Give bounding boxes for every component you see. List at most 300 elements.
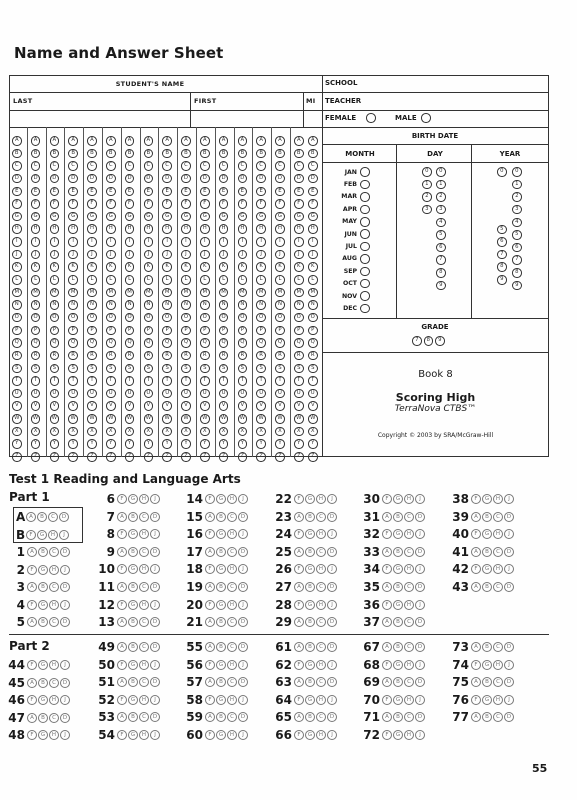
answer-bubble[interactable]: G xyxy=(216,695,226,705)
letter-bubble[interactable]: V xyxy=(308,401,318,411)
letter-bubble[interactable]: Y xyxy=(125,439,135,449)
letter-bubble[interactable]: Q xyxy=(162,338,172,348)
answer-bubble[interactable]: J xyxy=(150,730,160,740)
digit-bubble[interactable]: 6 xyxy=(436,243,446,253)
answer-bubble[interactable]: F xyxy=(471,494,481,504)
answer-bubble[interactable]: G xyxy=(38,600,48,610)
letter-bubble[interactable]: P xyxy=(308,326,318,336)
answer-bubble[interactable]: B xyxy=(216,582,226,592)
letter-bubble[interactable]: E xyxy=(50,187,60,197)
letter-bubble[interactable]: J xyxy=(31,250,41,260)
answer-bubble[interactable]: D xyxy=(504,582,514,592)
answer-bubble[interactable]: H xyxy=(139,529,149,539)
letter-bubble[interactable]: L xyxy=(238,275,248,285)
letter-bubble[interactable]: E xyxy=(87,187,97,197)
letter-bubble[interactable]: Y xyxy=(181,439,191,449)
letter-bubble[interactable]: Q xyxy=(200,338,210,348)
answer-bubble[interactable]: D xyxy=(415,677,425,687)
letter-bubble[interactable]: N xyxy=(294,300,304,310)
answer-bubble[interactable]: D xyxy=(60,582,70,592)
letter-bubble[interactable]: V xyxy=(50,401,60,411)
letter-bubble[interactable]: T xyxy=(50,376,60,386)
answer-bubble[interactable]: J xyxy=(150,529,160,539)
answer-bubble[interactable]: B xyxy=(38,617,48,627)
answer-bubble[interactable]: A xyxy=(294,547,304,557)
letter-bubble[interactable]: N xyxy=(87,300,97,310)
answer-bubble[interactable]: B xyxy=(393,582,403,592)
letter-bubble[interactable]: Q xyxy=(181,338,191,348)
letter-bubble[interactable]: L xyxy=(106,275,116,285)
answer-bubble[interactable]: C xyxy=(404,677,414,687)
letter-bubble[interactable]: Q xyxy=(256,338,266,348)
letter-bubble[interactable]: K xyxy=(256,262,266,272)
digit-bubble[interactable]: 1 xyxy=(436,180,446,190)
answer-bubble[interactable]: A xyxy=(471,642,481,652)
letter-bubble[interactable]: X xyxy=(200,427,210,437)
letter-bubble[interactable]: Z xyxy=(181,452,191,462)
letter-bubble[interactable]: F xyxy=(181,199,191,209)
letter-bubble[interactable]: J xyxy=(275,250,285,260)
answer-bubble[interactable]: D xyxy=(327,677,337,687)
letter-bubble[interactable]: B xyxy=(294,149,304,159)
letter-bubble[interactable]: T xyxy=(144,376,154,386)
letter-bubble[interactable]: I xyxy=(12,237,22,247)
letter-bubble[interactable]: K xyxy=(308,262,318,272)
answer-bubble[interactable]: C xyxy=(49,617,59,627)
answer-bubble[interactable]: J xyxy=(238,660,248,670)
letter-bubble[interactable]: C xyxy=(256,161,266,171)
answer-bubble[interactable]: G xyxy=(305,600,315,610)
letter-bubble[interactable]: R xyxy=(144,351,154,361)
answer-bubble[interactable]: D xyxy=(238,712,248,722)
letter-bubble[interactable]: T xyxy=(87,376,97,386)
digit-bubble[interactable]: 8 xyxy=(512,268,522,278)
letter-bubble[interactable]: S xyxy=(200,364,210,374)
letter-bubble[interactable]: O xyxy=(294,313,304,323)
letter-bubble[interactable]: S xyxy=(162,364,172,374)
answer-bubble[interactable]: G xyxy=(482,529,492,539)
letter-bubble[interactable]: C xyxy=(181,161,191,171)
answer-bubble[interactable]: H xyxy=(227,529,237,539)
letter-bubble[interactable]: G xyxy=(68,212,78,222)
answer-bubble[interactable]: F xyxy=(205,494,215,504)
letter-bubble[interactable]: J xyxy=(144,250,154,260)
answer-bubble[interactable]: F xyxy=(27,660,37,670)
month-bubble[interactable] xyxy=(360,304,370,314)
letter-bubble[interactable]: D xyxy=(87,174,97,184)
letter-bubble[interactable]: O xyxy=(308,313,318,323)
letter-bubble[interactable]: V xyxy=(87,401,97,411)
letter-bubble[interactable]: S xyxy=(12,364,22,374)
letter-bubble[interactable]: F xyxy=(31,199,41,209)
letter-bubble[interactable]: D xyxy=(275,174,285,184)
answer-bubble[interactable]: H xyxy=(493,529,503,539)
letter-bubble[interactable]: A xyxy=(106,136,116,146)
letter-bubble[interactable]: Z xyxy=(200,452,210,462)
answer-bubble[interactable]: J xyxy=(504,494,514,504)
month-bubble[interactable] xyxy=(360,217,370,227)
answer-bubble[interactable]: A xyxy=(117,712,127,722)
letter-bubble[interactable]: X xyxy=(308,427,318,437)
letter-bubble[interactable]: W xyxy=(181,414,191,424)
letter-bubble[interactable]: I xyxy=(181,237,191,247)
answer-bubble[interactable]: J xyxy=(60,565,70,575)
letter-bubble[interactable]: J xyxy=(308,250,318,260)
answer-bubble[interactable]: G xyxy=(393,529,403,539)
answer-bubble[interactable]: F xyxy=(205,695,215,705)
answer-bubble[interactable]: D xyxy=(59,512,69,522)
letter-bubble[interactable]: U xyxy=(275,389,285,399)
letter-bubble[interactable]: E xyxy=(106,187,116,197)
answer-bubble[interactable]: A xyxy=(382,582,392,592)
letter-bubble[interactable]: W xyxy=(256,414,266,424)
letter-bubble[interactable]: E xyxy=(256,187,266,197)
letter-bubble[interactable]: D xyxy=(68,174,78,184)
letter-bubble[interactable]: Y xyxy=(144,439,154,449)
letter-bubble[interactable]: R xyxy=(219,351,229,361)
answer-bubble[interactable]: H xyxy=(493,564,503,574)
answer-bubble[interactable]: F xyxy=(471,660,481,670)
answer-bubble[interactable]: J xyxy=(60,695,70,705)
letter-bubble[interactable]: M xyxy=(106,288,116,298)
answer-bubble[interactable]: D xyxy=(327,547,337,557)
letter-bubble[interactable]: B xyxy=(238,149,248,159)
answer-bubble[interactable]: B xyxy=(216,642,226,652)
answer-bubble[interactable]: G xyxy=(305,695,315,705)
letter-bubble[interactable]: U xyxy=(294,389,304,399)
letter-bubble[interactable]: M xyxy=(238,288,248,298)
letter-bubble[interactable]: X xyxy=(12,427,22,437)
letter-bubble[interactable]: W xyxy=(106,414,116,424)
letter-bubble[interactable]: Q xyxy=(294,338,304,348)
answer-bubble[interactable]: C xyxy=(493,677,503,687)
letter-bubble[interactable]: L xyxy=(31,275,41,285)
answer-bubble[interactable]: A xyxy=(471,582,481,592)
letter-bubble[interactable]: C xyxy=(12,161,22,171)
letter-bubble[interactable]: J xyxy=(125,250,135,260)
letter-bubble[interactable]: A xyxy=(219,136,229,146)
letter-bubble[interactable]: E xyxy=(238,187,248,197)
letter-bubble[interactable]: S xyxy=(106,364,116,374)
answer-bubble[interactable]: C xyxy=(493,547,503,557)
letter-bubble[interactable]: G xyxy=(256,212,266,222)
answer-bubble[interactable]: G xyxy=(128,660,138,670)
letter-bubble[interactable]: V xyxy=(238,401,248,411)
letter-bubble[interactable]: Y xyxy=(219,439,229,449)
letter-bubble[interactable]: K xyxy=(181,262,191,272)
letter-bubble[interactable]: E xyxy=(12,187,22,197)
answer-bubble[interactable]: C xyxy=(404,617,414,627)
grade-bubble[interactable]: 8 xyxy=(424,336,434,346)
answer-bubble[interactable]: B xyxy=(128,512,138,522)
letter-bubble[interactable]: H xyxy=(200,224,210,234)
letter-bubble[interactable]: P xyxy=(31,326,41,336)
answer-bubble[interactable]: G xyxy=(393,660,403,670)
letter-bubble[interactable]: T xyxy=(200,376,210,386)
letter-bubble[interactable]: Z xyxy=(144,452,154,462)
answer-bubble[interactable]: F xyxy=(27,730,37,740)
month-bubble[interactable] xyxy=(360,254,370,264)
answer-bubble[interactable]: A xyxy=(294,582,304,592)
answer-bubble[interactable]: B xyxy=(38,547,48,557)
answer-bubble[interactable]: D xyxy=(504,547,514,557)
answer-bubble[interactable]: H xyxy=(404,529,414,539)
answer-bubble[interactable]: A xyxy=(294,512,304,522)
answer-bubble[interactable]: B xyxy=(393,617,403,627)
letter-bubble[interactable]: N xyxy=(162,300,172,310)
answer-bubble[interactable]: C xyxy=(493,582,503,592)
answer-bubble[interactable]: D xyxy=(415,512,425,522)
letter-bubble[interactable]: G xyxy=(50,212,60,222)
letter-bubble[interactable]: N xyxy=(68,300,78,310)
answer-bubble[interactable]: J xyxy=(238,494,248,504)
letter-bubble[interactable]: V xyxy=(68,401,78,411)
letter-bubble[interactable]: I xyxy=(87,237,97,247)
answer-bubble[interactable]: C xyxy=(49,547,59,557)
letter-bubble[interactable]: X xyxy=(256,427,266,437)
letter-bubble[interactable]: X xyxy=(144,427,154,437)
answer-bubble[interactable]: D xyxy=(238,642,248,652)
letter-bubble[interactable]: L xyxy=(125,275,135,285)
letter-bubble[interactable]: D xyxy=(162,174,172,184)
letter-bubble[interactable]: Q xyxy=(50,338,60,348)
answer-bubble[interactable]: F xyxy=(294,600,304,610)
letter-bubble[interactable]: Q xyxy=(144,338,154,348)
answer-bubble[interactable]: G xyxy=(37,530,47,540)
answer-bubble[interactable]: A xyxy=(471,712,481,722)
answer-bubble[interactable]: B xyxy=(305,512,315,522)
answer-bubble[interactable]: J xyxy=(150,695,160,705)
letter-bubble[interactable]: C xyxy=(144,161,154,171)
letter-bubble[interactable]: Y xyxy=(106,439,116,449)
letter-bubble[interactable]: N xyxy=(219,300,229,310)
letter-bubble[interactable]: O xyxy=(181,313,191,323)
answer-bubble[interactable]: J xyxy=(238,564,248,574)
letter-bubble[interactable]: V xyxy=(125,401,135,411)
answer-bubble[interactable]: H xyxy=(49,565,59,575)
answer-bubble[interactable]: C xyxy=(316,712,326,722)
letter-bubble[interactable]: B xyxy=(200,149,210,159)
answer-bubble[interactable]: F xyxy=(294,529,304,539)
letter-bubble[interactable]: M xyxy=(87,288,97,298)
answer-bubble[interactable]: B xyxy=(305,582,315,592)
letter-bubble[interactable]: I xyxy=(50,237,60,247)
letter-bubble[interactable]: B xyxy=(31,149,41,159)
letter-bubble[interactable]: U xyxy=(87,389,97,399)
letter-bubble[interactable]: U xyxy=(125,389,135,399)
answer-bubble[interactable]: G xyxy=(216,494,226,504)
answer-bubble[interactable]: G xyxy=(38,565,48,575)
answer-bubble[interactable]: C xyxy=(316,512,326,522)
letter-bubble[interactable]: M xyxy=(294,288,304,298)
letter-bubble[interactable]: F xyxy=(275,199,285,209)
answer-bubble[interactable]: J xyxy=(238,730,248,740)
letter-bubble[interactable]: H xyxy=(181,224,191,234)
letter-bubble[interactable]: G xyxy=(294,212,304,222)
answer-bubble[interactable]: F xyxy=(294,564,304,574)
answer-bubble[interactable]: J xyxy=(327,730,337,740)
letter-bubble[interactable]: R xyxy=(68,351,78,361)
letter-bubble[interactable]: K xyxy=(275,262,285,272)
letter-bubble[interactable]: B xyxy=(68,149,78,159)
answer-bubble[interactable]: G xyxy=(393,564,403,574)
letter-bubble[interactable]: C xyxy=(50,161,60,171)
digit-bubble[interactable]: 8 xyxy=(436,268,446,278)
letter-bubble[interactable]: D xyxy=(294,174,304,184)
female-bubble[interactable] xyxy=(366,113,376,123)
letter-bubble[interactable]: G xyxy=(125,212,135,222)
letter-bubble[interactable]: U xyxy=(31,389,41,399)
letter-bubble[interactable]: K xyxy=(87,262,97,272)
letter-bubble[interactable]: X xyxy=(106,427,116,437)
answer-bubble[interactable]: J xyxy=(327,494,337,504)
letter-bubble[interactable]: L xyxy=(275,275,285,285)
letter-bubble[interactable]: Y xyxy=(200,439,210,449)
letter-bubble[interactable]: J xyxy=(12,250,22,260)
answer-bubble[interactable]: D xyxy=(415,712,425,722)
answer-bubble[interactable]: D xyxy=(238,512,248,522)
answer-bubble[interactable]: A xyxy=(205,677,215,687)
answer-bubble[interactable]: A xyxy=(294,677,304,687)
answer-bubble[interactable]: F xyxy=(382,730,392,740)
letter-bubble[interactable]: O xyxy=(87,313,97,323)
letter-bubble[interactable]: O xyxy=(12,313,22,323)
answer-bubble[interactable]: F xyxy=(117,564,127,574)
letter-bubble[interactable]: I xyxy=(68,237,78,247)
letter-bubble[interactable]: V xyxy=(144,401,154,411)
month-bubble[interactable] xyxy=(360,229,370,239)
letter-bubble[interactable]: H xyxy=(87,224,97,234)
letter-bubble[interactable]: L xyxy=(87,275,97,285)
letter-bubble[interactable]: X xyxy=(68,427,78,437)
letter-bubble[interactable]: P xyxy=(144,326,154,336)
letter-bubble[interactable]: Y xyxy=(87,439,97,449)
answer-bubble[interactable]: F xyxy=(382,564,392,574)
letter-bubble[interactable]: O xyxy=(125,313,135,323)
answer-bubble[interactable]: A xyxy=(382,617,392,627)
letter-bubble[interactable]: F xyxy=(68,199,78,209)
letter-bubble[interactable]: V xyxy=(181,401,191,411)
letter-bubble[interactable]: T xyxy=(162,376,172,386)
answer-bubble[interactable]: C xyxy=(404,582,414,592)
answer-bubble[interactable]: C xyxy=(139,512,149,522)
letter-bubble[interactable]: G xyxy=(12,212,22,222)
letter-bubble[interactable]: R xyxy=(50,351,60,361)
answer-bubble[interactable]: D xyxy=(327,512,337,522)
letter-bubble[interactable]: S xyxy=(125,364,135,374)
answer-bubble[interactable]: A xyxy=(382,712,392,722)
answer-bubble[interactable]: H xyxy=(227,695,237,705)
letter-bubble[interactable]: P xyxy=(256,326,266,336)
answer-bubble[interactable]: D xyxy=(150,547,160,557)
letter-bubble[interactable]: J xyxy=(181,250,191,260)
answer-bubble[interactable]: B xyxy=(305,712,315,722)
answer-bubble[interactable]: J xyxy=(504,564,514,574)
letter-bubble[interactable]: Q xyxy=(219,338,229,348)
digit-bubble[interactable]: 0 xyxy=(512,167,522,177)
answer-bubble[interactable]: C xyxy=(404,642,414,652)
answer-bubble[interactable]: B xyxy=(38,678,48,688)
answer-bubble[interactable]: F xyxy=(27,600,37,610)
digit-bubble[interactable]: 3 xyxy=(422,205,432,215)
letter-bubble[interactable]: G xyxy=(87,212,97,222)
answer-bubble[interactable]: A xyxy=(471,512,481,522)
answer-bubble[interactable]: D xyxy=(60,547,70,557)
answer-bubble[interactable]: J xyxy=(60,600,70,610)
digit-bubble[interactable]: 7 xyxy=(497,250,507,260)
answer-bubble[interactable]: C xyxy=(49,582,59,592)
letter-bubble[interactable]: E xyxy=(308,187,318,197)
answer-bubble[interactable]: C xyxy=(316,582,326,592)
letter-bubble[interactable]: P xyxy=(162,326,172,336)
letter-bubble[interactable]: W xyxy=(31,414,41,424)
answer-bubble[interactable]: D xyxy=(150,512,160,522)
answer-bubble[interactable]: F xyxy=(471,564,481,574)
letter-bubble[interactable]: T xyxy=(68,376,78,386)
answer-bubble[interactable]: G xyxy=(305,494,315,504)
answer-bubble[interactable]: J xyxy=(60,660,70,670)
answer-bubble[interactable]: A xyxy=(27,713,37,723)
answer-bubble[interactable]: J xyxy=(327,564,337,574)
answer-bubble[interactable]: C xyxy=(139,677,149,687)
letter-bubble[interactable]: D xyxy=(31,174,41,184)
answer-bubble[interactable]: B xyxy=(482,547,492,557)
letter-bubble[interactable]: H xyxy=(162,224,172,234)
letter-bubble[interactable]: W xyxy=(87,414,97,424)
answer-bubble[interactable]: A xyxy=(382,642,392,652)
digit-bubble[interactable]: 5 xyxy=(512,230,522,240)
answer-bubble[interactable]: A xyxy=(117,642,127,652)
letter-bubble[interactable]: Y xyxy=(31,439,41,449)
answer-bubble[interactable]: A xyxy=(471,547,481,557)
answer-bubble[interactable]: B xyxy=(216,617,226,627)
letter-bubble[interactable]: K xyxy=(125,262,135,272)
answer-bubble[interactable]: A xyxy=(205,547,215,557)
answer-bubble[interactable]: G xyxy=(216,529,226,539)
letter-bubble[interactable]: W xyxy=(12,414,22,424)
answer-bubble[interactable]: J xyxy=(504,529,514,539)
letter-bubble[interactable]: K xyxy=(219,262,229,272)
answer-bubble[interactable]: C xyxy=(493,512,503,522)
letter-bubble[interactable]: O xyxy=(106,313,116,323)
letter-bubble[interactable]: U xyxy=(238,389,248,399)
answer-bubble[interactable]: F xyxy=(117,660,127,670)
letter-bubble[interactable]: K xyxy=(12,262,22,272)
letter-bubble[interactable]: A xyxy=(162,136,172,146)
answer-bubble[interactable]: B xyxy=(128,712,138,722)
answer-bubble[interactable]: C xyxy=(227,677,237,687)
letter-bubble[interactable]: G xyxy=(162,212,172,222)
answer-bubble[interactable]: F xyxy=(205,660,215,670)
digit-bubble[interactable]: 8 xyxy=(497,262,507,272)
answer-bubble[interactable]: H xyxy=(493,494,503,504)
digit-bubble[interactable]: 1 xyxy=(512,180,522,190)
letter-bubble[interactable]: J xyxy=(162,250,172,260)
answer-bubble[interactable]: A xyxy=(205,617,215,627)
letter-bubble[interactable]: B xyxy=(87,149,97,159)
letter-bubble[interactable]: F xyxy=(125,199,135,209)
digit-bubble[interactable]: 5 xyxy=(497,225,507,235)
letter-bubble[interactable]: A xyxy=(12,136,22,146)
answer-bubble[interactable]: D xyxy=(415,642,425,652)
digit-bubble[interactable]: 7 xyxy=(512,255,522,265)
answer-bubble[interactable]: H xyxy=(316,695,326,705)
letter-bubble[interactable]: R xyxy=(87,351,97,361)
answer-bubble[interactable]: J xyxy=(415,564,425,574)
letter-bubble[interactable]: W xyxy=(238,414,248,424)
letter-bubble[interactable]: Q xyxy=(87,338,97,348)
letter-bubble[interactable]: H xyxy=(12,224,22,234)
